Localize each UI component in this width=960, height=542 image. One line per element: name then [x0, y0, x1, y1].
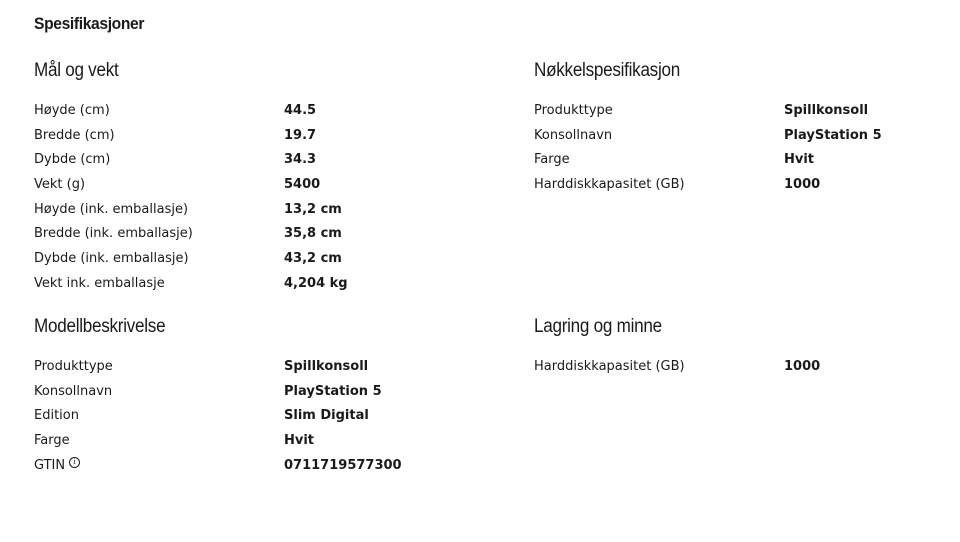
spec-label: Konsollnavn: [34, 383, 113, 399]
spec-label: Dybde (cm): [34, 152, 111, 168]
section-model: [34, 316, 454, 477]
spec-label: Dybde (ink. emballasje): [34, 250, 189, 266]
spec-value: Hvit: [284, 432, 315, 448]
spec-value: 13,2 cm: [284, 201, 342, 217]
spec-row: [34, 221, 454, 246]
spec-label: Bredde (cm): [34, 127, 115, 143]
spec-value: 34.3: [284, 152, 317, 168]
spec-label: Konsollnavn: [534, 127, 613, 143]
spec-row: [34, 453, 454, 478]
spec-row: [34, 428, 454, 453]
spec-row: [534, 98, 954, 123]
spec-value: Slim Digital: [284, 408, 369, 424]
spec-value: Hvit: [784, 152, 815, 168]
spec-label: Harddiskkapasitet (GB): [534, 176, 685, 192]
spec-value: 35,8 cm: [284, 226, 342, 242]
spec-value: 44.5: [284, 102, 317, 118]
spec-list: [534, 354, 954, 379]
section-heading: Lagring og minne: [534, 316, 662, 337]
spec-value: Spillkonsoll: [284, 358, 369, 374]
spec-value: 4,204 kg: [284, 275, 348, 291]
spec-label: Edition: [34, 408, 79, 424]
spec-label: Harddiskkapasitet (GB): [534, 358, 685, 374]
section-heading: Nøkkelspesifikasjon: [534, 60, 680, 81]
spec-value: 19.7: [284, 127, 317, 143]
spec-list: [34, 354, 454, 477]
spec-row: [534, 354, 954, 379]
section-heading: Modellbeskrivelse: [34, 316, 166, 337]
section-heading: Mål og vekt: [34, 60, 119, 81]
spec-value: PlayStation 5: [284, 383, 382, 399]
info-icon[interactable]: i: [69, 457, 80, 468]
spec-value: 0711719577300: [284, 457, 402, 473]
page-title: Spesifikasjoner: [34, 14, 145, 33]
spec-row: [534, 172, 954, 197]
spec-row: [34, 123, 454, 148]
spec-value: PlayStation 5: [784, 127, 882, 143]
spec-list: [34, 98, 454, 296]
spec-value: 5400: [284, 176, 321, 192]
spec-label: Høyde (ink. emballasje): [34, 201, 189, 217]
spec-value: Spillkonsoll: [784, 102, 869, 118]
spec-list: [534, 98, 954, 197]
spec-row: [534, 147, 954, 172]
spec-row: [34, 271, 454, 296]
spec-value: 43,2 cm: [284, 250, 342, 266]
spec-label: Produkttype: [534, 102, 613, 118]
spec-row: [534, 123, 954, 148]
spec-label: Bredde (ink. emballasje): [34, 226, 193, 242]
section-dimensions: [34, 60, 454, 296]
spec-row: [34, 246, 454, 271]
spec-row: [34, 147, 454, 172]
spec-label: Høyde (cm): [34, 102, 110, 118]
spec-label-text: GTIN: [34, 457, 66, 473]
spec-row: [34, 403, 454, 428]
spec-row: [34, 354, 454, 379]
section-storage: [534, 316, 954, 379]
spec-row: [34, 197, 454, 222]
spec-value: 1000: [784, 358, 821, 374]
section-key-specs: [534, 60, 954, 197]
spec-row: [34, 172, 454, 197]
spec-value: 1000: [784, 176, 821, 192]
spec-label: Farge: [34, 432, 70, 448]
spec-label-gtin: [34, 458, 284, 473]
spec-label: Farge: [534, 152, 570, 168]
spec-label: Produkttype: [34, 358, 113, 374]
spec-row: [34, 379, 454, 404]
spec-row: [34, 98, 454, 123]
spec-label: Vekt (g): [34, 176, 86, 192]
spec-label: Vekt ink. emballasje: [34, 275, 165, 291]
